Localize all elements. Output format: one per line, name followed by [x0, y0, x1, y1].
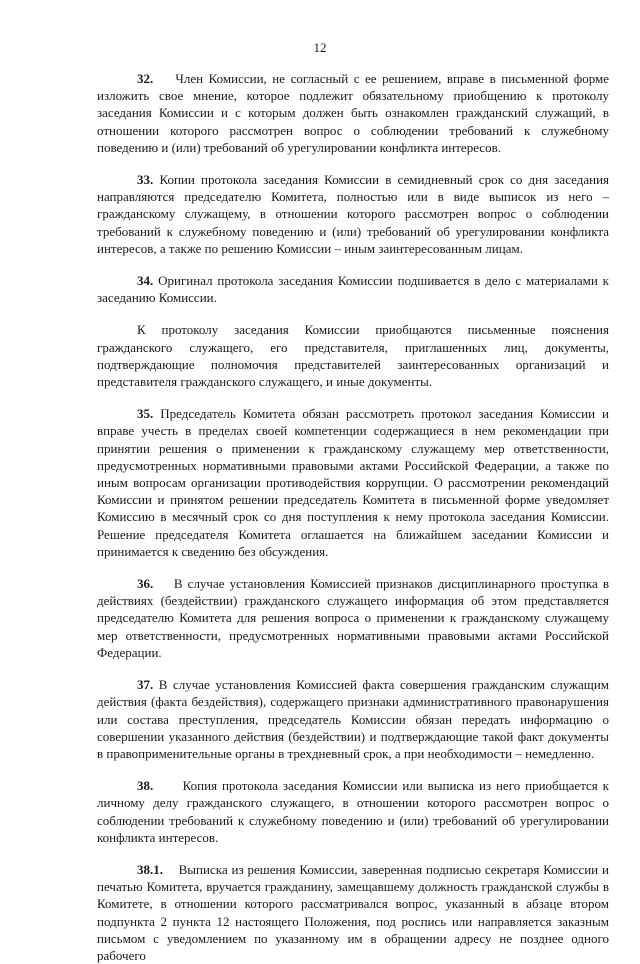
paragraph-number: 38. — [137, 778, 154, 794]
paragraph-text: Копии протокола заседания Комиссии в семидневный срок со дня заседания направляются председателю Комитета, полностью или в виде выписок из него – гражданскому служащему, в отношении которого рассмотрен вопрос о соблюдении требований к служебному поведению и (или) требований об урегулировании конфликта интересов, а также по решению Комиссии – иным заинтересованным лицам. — [97, 172, 610, 256]
paragraph-number: 36. — [137, 576, 154, 592]
paragraph-number: 35. — [137, 406, 154, 422]
paragraph-35 — [97, 405, 609, 560]
paragraph-32 — [97, 70, 609, 156]
paragraph-text: В случае установления Комиссией признаков дисциплинарного проступка в действиях (бездействии) гражданского служащего информация об этом представляется председателю Комитета для решения вопроса о применении к гражданскому служащему мер ответственности, предусмотренных нормативными правовыми актами Российской Федерации. — [97, 576, 610, 660]
paragraph-text: Оригинал протокола заседания Комиссии подшивается в дело с материалами к заседанию Комиссии. — [97, 273, 610, 306]
paragraph-37 — [97, 676, 609, 762]
paragraph-text: Председатель Комитета обязан рассмотреть протокол заседания Комиссии и вправе учесть в пределах своей компетенции содержащиеся в нем рекомендации при принятии решения о применении к гражданскому служащему мер ответственности, предусмотренных нормативными правовыми актами Российской Федерации, а также по иным вопросам организации противодействия коррупции. О рассмотрении рекомендаций Комиссии и принятом решении председатель Комитета в письменной форме уведомляет Комиссию в месячный срок со дня поступления к нему протокола заседания Комиссии. Решение председателя Комитета оглашается на ближайшем заседании Комиссии и принимается к сведению без обсуждения. — [97, 406, 609, 559]
paragraph-text: Член Комиссии, не согласный с ее решением, вправе в письменной форме изложить свое мнение, которое подлежит обязательному приобщению к протоколу заседания Комиссии и с которым должен быть ознакомлен гражданский служащий, в отношении которого рассмотрен вопрос о соблюдении требований к служебному поведению и (или) требований об урегулировании конфликта интересов. — [97, 71, 610, 155]
paragraph-34-attachments — [97, 321, 609, 390]
document-body — [97, 70, 609, 964]
page-number: 12 — [313, 40, 327, 55]
paragraph-38 — [97, 777, 609, 846]
paragraph-36 — [97, 575, 609, 661]
paragraph-number: 38.1. — [137, 861, 163, 877]
paragraph-number: 37. — [137, 677, 154, 693]
paragraph-34 — [97, 272, 609, 306]
paragraph-text: К протоколу заседания Комиссии приобщаются письменные пояснения гражданского служащего, его представителя, приглашенных лиц, документы, подтверждающие полномочия представителей заинтересованных организаций и представителя гражданского служащего, и иные документы. — [97, 322, 609, 390]
paragraph-text: Копия протокола заседания Комиссии или выписка из него приобщается к личному делу гражданского служащего, в отношении которого рассмотрен вопрос о соблюдении требований к служебному поведению и (или) требований об урегулировании конфликта интересов. — [97, 778, 609, 845]
paragraph-33 — [97, 171, 609, 257]
paragraph-text: В случае установления Комиссией факта совершения гражданским служащим действия (факта бездействия), содержащего признаки административного правонарушения или состава преступления, председатель Комиссии обязан передать информацию о совершении указанного действия (бездействии) и подтверждающие такой факт документы в правоприменительные органы в трехдневный срок, а при необходимости – немедленно. — [97, 677, 609, 761]
paragraph-38-1 — [97, 861, 609, 964]
paragraph-text: Выписка из решения Комиссии, заверенная подписью секретаря Комиссии и печатью Комитета, вручается гражданину, замещавшему должность гражданской службы в Комитете, в отношении которого рассматривался вопрос, указанный в абзаце втором подпункта 2 пункта 12 настоящего Положения, под роспись или направляется заказным письмом с уведомлением по указанному им в обращении адресу не позднее одного рабочего — [97, 861, 609, 963]
paragraph-number: 34. — [137, 273, 154, 289]
paragraph-number: 32. — [137, 71, 154, 86]
paragraph-number: 33. — [137, 172, 154, 188]
